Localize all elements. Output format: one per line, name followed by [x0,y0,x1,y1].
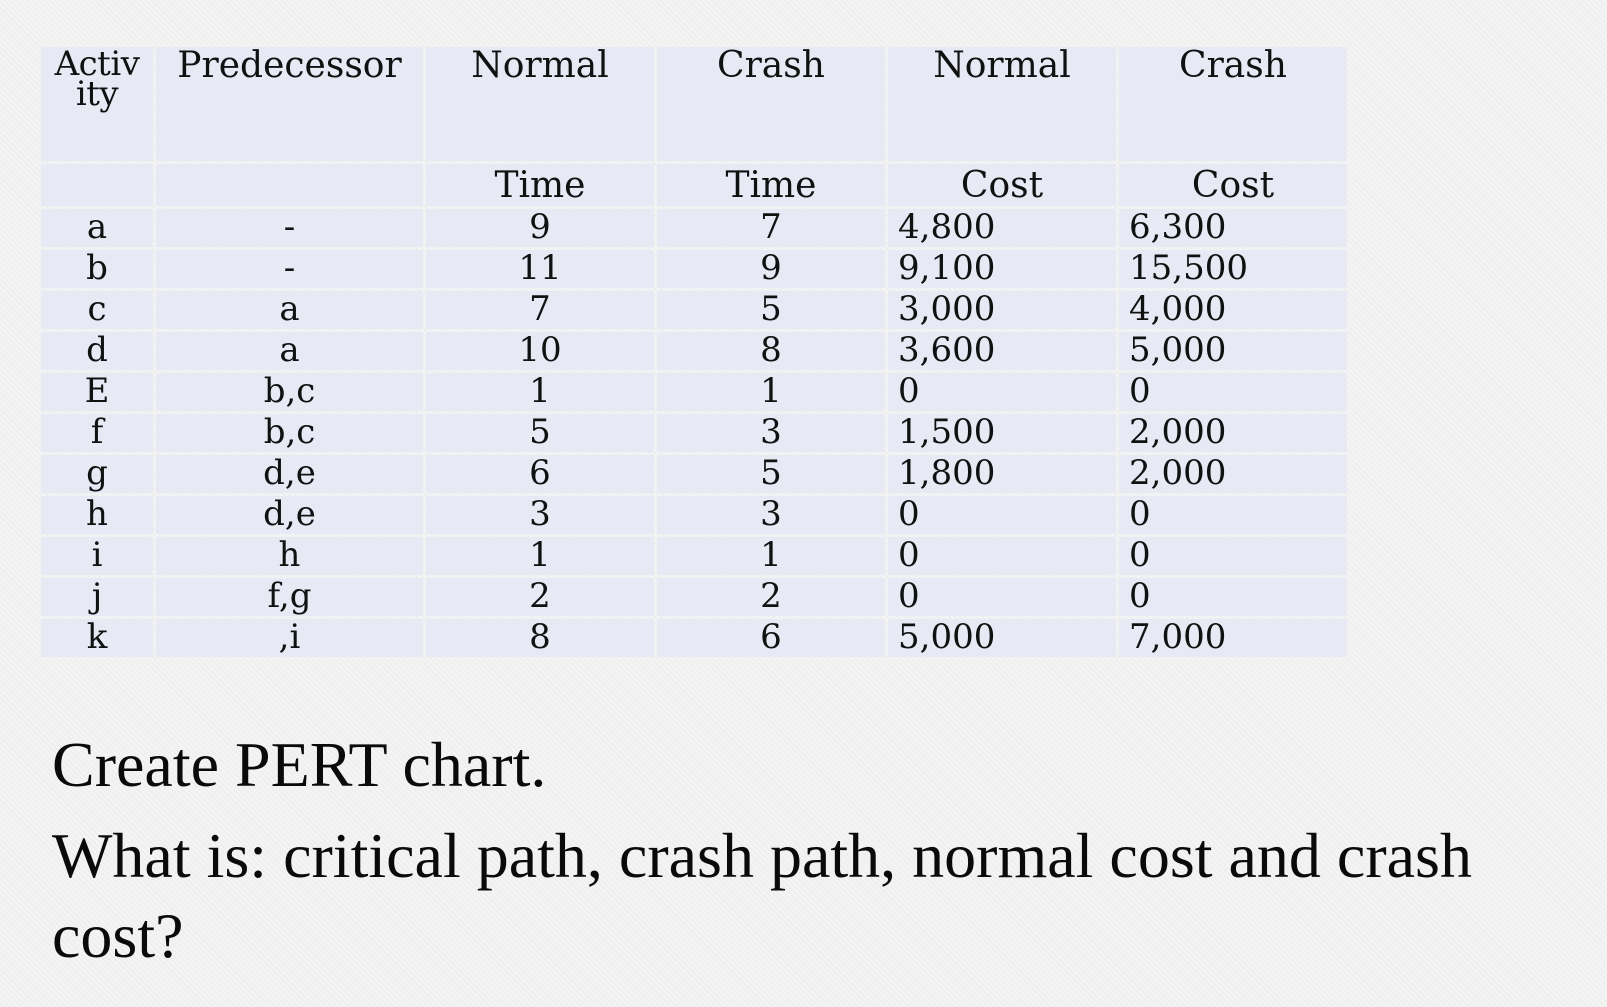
crash-cost-value: 2,000 [1129,414,1227,452]
subheader-cell [426,164,654,206]
cell-normal-cost [888,332,1116,370]
subheader-label [41,164,153,166]
cell-crash-cost [1119,373,1347,411]
cell-crash-time [657,373,885,411]
crash-cost-value: 0 [1129,373,1151,411]
cell-crash-time [657,496,885,534]
table-row [41,291,1347,329]
predecessor-value: b,c [263,414,316,452]
cell-activity [41,619,153,657]
normal-cost-value: 5,000 [898,619,996,657]
normal-time-value: 7 [529,291,551,329]
predecessor-value: h [278,537,301,575]
normal-cost-value: 0 [898,578,920,616]
cell-normal-time [426,291,654,329]
predecessor-value: ,i [278,619,301,657]
predecessor-value: b,c [263,373,316,411]
cell-crash-time [657,332,885,370]
normal-cost-value: 3,600 [898,332,996,370]
cell-normal-cost [888,373,1116,411]
cell-normal-cost [888,250,1116,288]
crash-time-value: 3 [760,496,782,534]
normal-cost-value: 3,000 [898,291,996,329]
activity-value: E [84,373,110,411]
header-cell-predecessor [156,47,423,161]
header-cell-crash-time [657,47,885,161]
crash-cost-value: 0 [1129,578,1151,616]
crash-time-value: 9 [760,250,782,288]
normal-cost-value: 4,800 [898,209,996,247]
table-row [41,619,1347,657]
cell-crash-time [657,578,885,616]
cell-normal-time [426,332,654,370]
crash-time-value: 1 [760,373,782,411]
normal-cost-value: 9,100 [898,250,996,288]
table-row [41,373,1347,411]
normal-time-value: 8 [529,619,551,657]
question-line-1: Create PERT chart. [52,729,547,800]
predecessor-value: d,e [263,496,316,534]
crash-cost-value: 7,000 [1129,619,1227,657]
crash-time-value: 8 [760,332,782,370]
activity-value: c [87,291,107,329]
subheader-cell [41,164,153,206]
cell-crash-time [657,291,885,329]
cell-crash-time [657,209,885,247]
activity-value: k [86,619,108,657]
subheader-label [156,164,423,166]
cell-normal-time [426,250,654,288]
cell-predecessor [156,209,423,247]
cell-crash-cost [1119,414,1347,452]
crash-cost-value: 0 [1129,537,1151,575]
cell-normal-time [426,578,654,616]
cell-predecessor [156,291,423,329]
predecessor-value: f,g [267,578,312,616]
cell-activity [41,537,153,575]
subheader-label: Cost [960,165,1044,206]
header-cell-activity [41,47,153,161]
crash-time-value: 3 [760,414,782,452]
normal-time-value: 10 [518,332,562,370]
cell-normal-time [426,496,654,534]
cell-predecessor [156,537,423,575]
cell-activity [41,332,153,370]
table-row [41,250,1347,288]
predecessor-value: d,e [263,455,316,493]
question-line-2: What is: critical path, crash path, normal cost and crash cost? [52,820,1472,971]
crash-cost-value: 0 [1129,496,1151,534]
subheader-cell [657,164,885,206]
crash-cost-value: 5,000 [1129,332,1227,370]
cell-crash-cost [1119,291,1347,329]
table-row [41,455,1347,493]
cell-crash-cost [1119,578,1347,616]
table-row [41,537,1347,575]
cell-activity [41,455,153,493]
subheader-label: Time [494,165,586,206]
crash-time-value: 5 [760,455,782,493]
cell-crash-time [657,250,885,288]
cell-normal-time [426,209,654,247]
normal-time-value: 11 [518,250,562,288]
table-row [41,332,1347,370]
normal-cost-value: 0 [898,496,920,534]
cell-normal-cost [888,496,1116,534]
cell-normal-cost [888,619,1116,657]
cell-activity [41,291,153,329]
cell-normal-time [426,619,654,657]
activity-table [38,44,1350,660]
normal-time-value: 3 [529,496,551,534]
cell-crash-cost [1119,619,1347,657]
cell-activity [41,496,153,534]
subheader-label: Cost [1191,165,1275,206]
cell-normal-cost [888,455,1116,493]
cell-predecessor [156,414,423,452]
cell-crash-time [657,414,885,452]
header-crash-label: Crash [717,47,825,86]
header-cell-normal-time [426,47,654,161]
activity-value: f [90,414,104,452]
header-crash-cost-label: Crash [1179,47,1287,86]
table-row [41,414,1347,452]
cell-crash-time [657,537,885,575]
activity-value: j [91,578,103,616]
predecessor-value: - [283,209,296,247]
subheader-cell [888,164,1116,206]
subheader-label: Time [725,165,817,206]
header-activity-label: Activ ity [54,47,140,114]
crash-time-value: 7 [760,209,782,247]
normal-cost-value: 0 [898,373,920,411]
activity-value: d [86,332,108,370]
cell-normal-cost [888,291,1116,329]
cell-predecessor [156,496,423,534]
crash-cost-value: 4,000 [1129,291,1227,329]
predecessor-value: a [279,291,300,329]
table-subheader-row [41,164,1347,206]
subheader-cell [1119,164,1347,206]
cell-normal-cost [888,578,1116,616]
normal-time-value: 1 [529,373,551,411]
normal-time-value: 9 [529,209,551,247]
table-row [41,578,1347,616]
activity-value: h [86,496,108,534]
cell-crash-cost [1119,537,1347,575]
cell-crash-cost [1119,496,1347,534]
crash-time-value: 5 [760,291,782,329]
header-normal-label: Normal [471,47,609,86]
table-row [41,496,1347,534]
header-normal-cost-label: Normal [933,47,1071,86]
activity-value: g [86,455,108,493]
cell-predecessor [156,619,423,657]
cell-crash-cost [1119,250,1347,288]
cell-normal-time [426,373,654,411]
cell-normal-time [426,537,654,575]
cell-crash-cost [1119,455,1347,493]
table-header-row [41,47,1347,161]
crash-cost-value: 6,300 [1129,209,1227,247]
normal-cost-value: 1,500 [898,414,996,452]
cell-normal-time [426,414,654,452]
cell-normal-cost [888,209,1116,247]
header-cell-normal-cost [888,47,1116,161]
cell-normal-time [426,455,654,493]
activity-value: i [91,537,103,575]
normal-cost-value: 1,800 [898,455,996,493]
cell-crash-time [657,455,885,493]
cell-crash-cost [1119,209,1347,247]
cell-predecessor [156,250,423,288]
header-cell-crash-cost [1119,47,1347,161]
predecessor-value: - [283,250,296,288]
crash-cost-value: 15,500 [1129,250,1248,288]
normal-time-value: 1 [529,537,551,575]
crash-time-value: 1 [760,537,782,575]
activity-value: a [86,209,108,247]
crash-time-value: 2 [760,578,782,616]
crash-cost-value: 2,000 [1129,455,1227,493]
cell-predecessor [156,373,423,411]
cell-activity [41,414,153,452]
predecessor-value: a [279,332,300,370]
cell-predecessor [156,578,423,616]
cell-crash-cost [1119,332,1347,370]
cell-crash-time [657,619,885,657]
normal-time-value: 5 [529,414,551,452]
cell-predecessor [156,332,423,370]
cell-activity [41,373,153,411]
table-row [41,209,1347,247]
cell-activity [41,250,153,288]
normal-time-value: 2 [529,578,551,616]
cell-normal-cost [888,537,1116,575]
cell-activity [41,578,153,616]
subheader-cell [156,164,423,206]
header-predecessor-label: Predecessor [177,47,402,86]
crash-time-value: 6 [760,619,782,657]
activity-value: b [86,250,108,288]
normal-time-value: 6 [529,455,551,493]
cell-normal-cost [888,414,1116,452]
normal-cost-value: 0 [898,537,920,575]
cell-predecessor [156,455,423,493]
cell-activity [41,209,153,247]
